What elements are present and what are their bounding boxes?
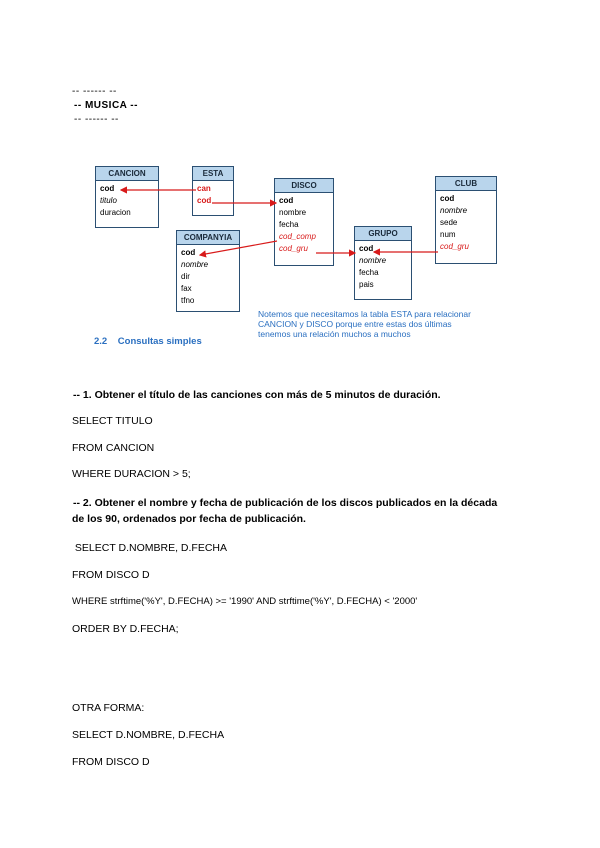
field-fecha: fecha bbox=[279, 220, 299, 229]
section-heading bbox=[94, 336, 202, 347]
field-cod-comp: cod_comp bbox=[279, 232, 316, 241]
query2-line-2: FROM DISCO D bbox=[72, 569, 150, 581]
field-fax: fax bbox=[181, 284, 192, 293]
field-fecha: fecha bbox=[359, 268, 379, 277]
field-cod: cod bbox=[197, 196, 212, 205]
query1-line-2: FROM CANCION bbox=[72, 442, 155, 454]
query1-title: -- 1. Obtener el título de las canciones con más de 5 minutos de duración. bbox=[73, 389, 441, 401]
field-cod: cod bbox=[279, 196, 294, 205]
section-number: 2.2 bbox=[94, 336, 108, 347]
section-title: Consultas simples bbox=[117, 336, 202, 347]
field-num: num bbox=[440, 230, 456, 239]
field-dir: dir bbox=[181, 272, 190, 281]
field-cod: cod bbox=[440, 194, 455, 203]
field-tfno: tfno bbox=[181, 296, 195, 305]
field-nombre: nombre bbox=[440, 206, 468, 215]
entity-title: GRUPO bbox=[355, 227, 411, 241]
arrow-disco-companyia bbox=[200, 241, 277, 255]
field-nombre: nombre bbox=[279, 208, 307, 217]
query2-line-4: ORDER BY D.FECHA; bbox=[72, 623, 179, 635]
query1-line-3: WHERE DURACION > 5; bbox=[72, 468, 191, 480]
field-cod-gru: cod_gru bbox=[440, 242, 469, 251]
header-title: -- MUSICA -- bbox=[74, 100, 138, 111]
entity-title: ESTA bbox=[193, 167, 233, 181]
header-line-1: -- ------ -- bbox=[72, 86, 117, 97]
field-duracion: duracion bbox=[100, 208, 131, 217]
query1-line-1: SELECT TITULO bbox=[72, 415, 153, 427]
entity-title: CLUB bbox=[436, 177, 496, 191]
query2-title-line-1: -- 2. Obtener el nombre y fecha de publicación de los discos publicados en la década bbox=[73, 497, 498, 509]
field-can: can bbox=[197, 184, 211, 193]
field-cod: cod bbox=[359, 244, 374, 253]
field-nombre: nombre bbox=[181, 260, 209, 269]
field-cod-gru: cod_gru bbox=[279, 244, 308, 253]
query2-line-3: WHERE strftime('%Y', D.FECHA) >= '1990' AND strftime('%Y', D.FECHA) < '2000' bbox=[72, 596, 418, 607]
alt-line-1: SELECT D.NOMBRE, D.FECHA bbox=[72, 729, 225, 741]
field-pais: pais bbox=[359, 280, 374, 289]
query2-title-line-2: de los 90, ordenados por fecha de publicación. bbox=[72, 513, 306, 525]
entity-title: DISCO bbox=[275, 179, 333, 193]
field-cod: cod bbox=[100, 184, 115, 193]
query2-line-1: SELECT D.NOMBRE, D.FECHA bbox=[72, 542, 227, 554]
alt-line-2: FROM DISCO D bbox=[72, 756, 150, 768]
field-nombre: nombre bbox=[359, 256, 387, 265]
entity-title: CANCION bbox=[96, 167, 158, 181]
field-cod: cod bbox=[181, 248, 196, 257]
diagram-note: Notemos que necesitamos la tabla ESTA para relacionar CANCION y DISCO porque entre estas dos últimas tenemos una relación muchos a muchos bbox=[258, 309, 471, 339]
field-sede: sede bbox=[440, 218, 458, 227]
header-line-3: -- ------ -- bbox=[74, 114, 119, 125]
alt-label: OTRA FORMA: bbox=[72, 702, 145, 714]
field-titulo: titulo bbox=[100, 196, 117, 205]
entity-title: COMPANYIA bbox=[177, 231, 239, 245]
